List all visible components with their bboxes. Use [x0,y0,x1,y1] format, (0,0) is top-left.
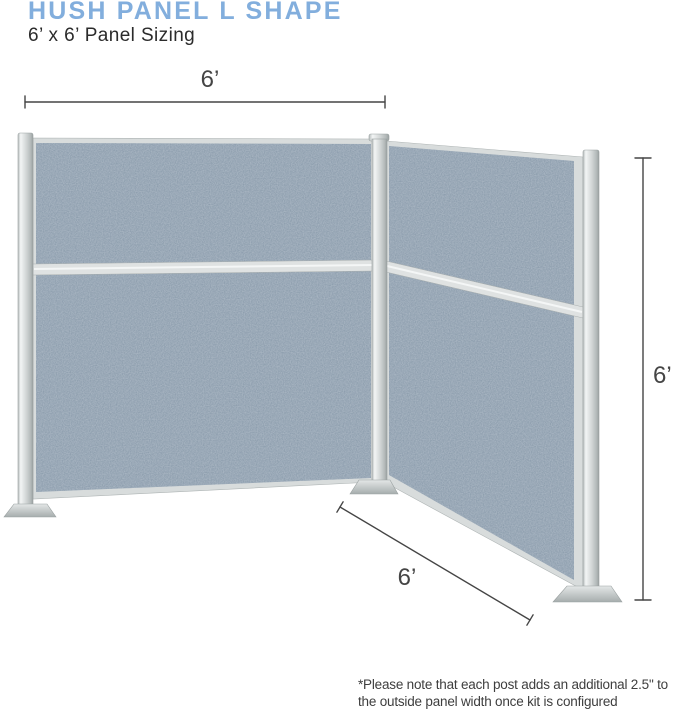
fabric-texture [36,143,371,492]
dimension-line-right [635,158,651,600]
page-subtitle: 6’ x 6’ Panel Sizing [28,25,196,46]
dimension-line-top [25,96,385,108]
dimension-right-label: 6’ [653,362,672,389]
fabric-texture [389,146,574,580]
footnote-line-1: *Please note that each post adds an additional 2.5" to [358,677,668,692]
dimension-top-label: 6’ [200,66,220,93]
page-title: HUSH PANEL L SHAPE [28,0,343,25]
footnote-line-2: the outside panel width once kit is configured [358,694,618,709]
right-post-foot [553,586,622,602]
left-post-foot [4,504,56,517]
left-panel [33,138,374,499]
footnote [358,676,668,710]
dimension-bottom-label: 6’ [397,564,417,591]
right-panel [386,141,583,590]
